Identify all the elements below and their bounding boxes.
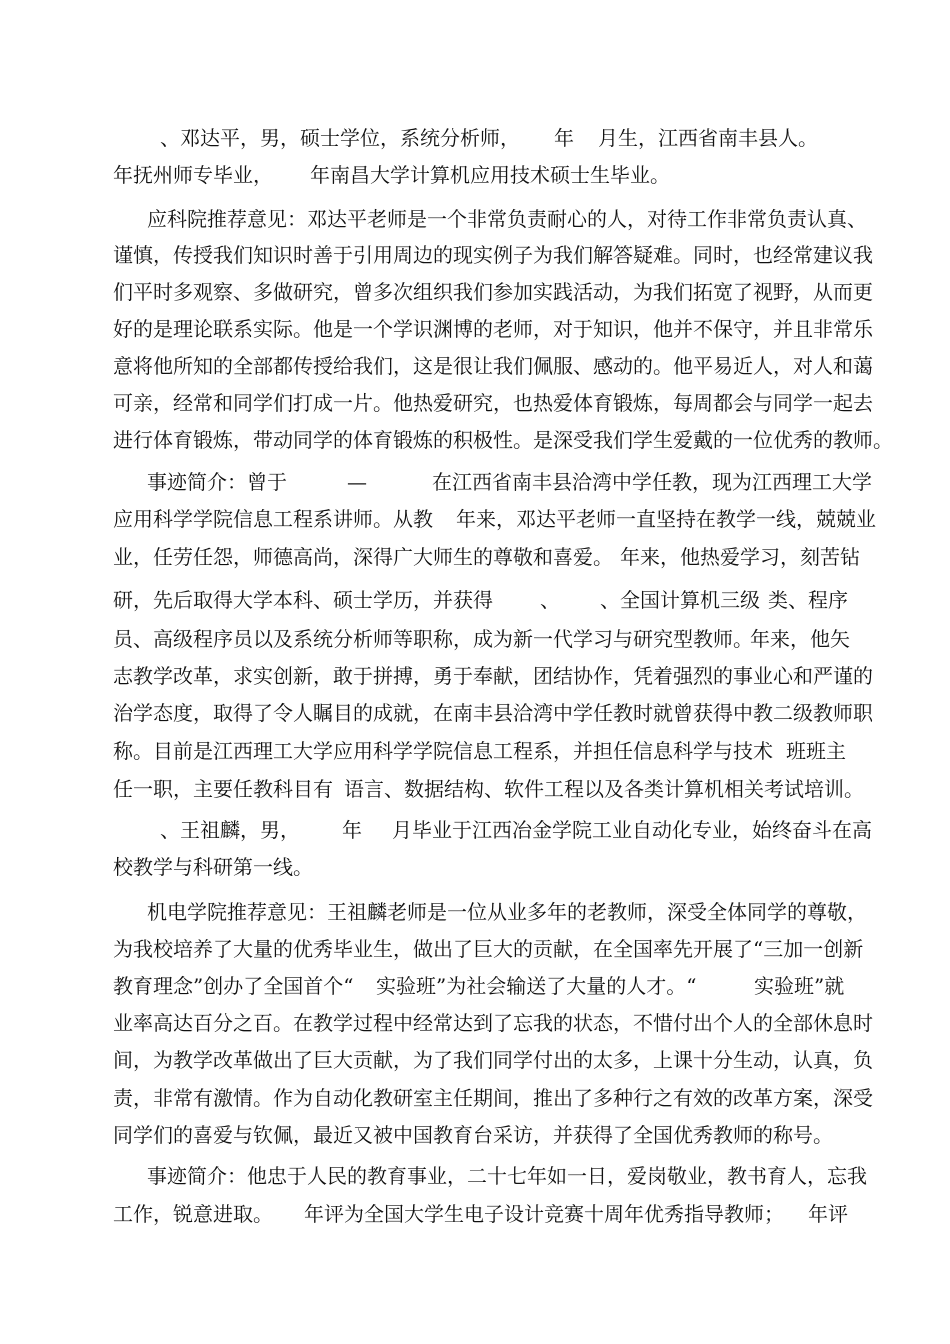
text-segment: 责，非常有激情。作为自动化教研室主任期间，推出了多种行之有效的改革方案，深受 [113, 1086, 873, 1110]
paragraph-6-line-2 [0, 1195, 950, 1233]
paragraph-3-line-3 [0, 538, 950, 576]
text-segment: 、王祖麟，男， [160, 818, 300, 842]
text-segment: 事迹简介：他忠于人民的教育事业，二十七年如一日，爱岗敬业，教书育人，忘我 [147, 1164, 867, 1188]
text-segment: 谨慎，传授我们知识时善于引用周边的现实例子为我们解答疑难。同时，也经常建议我 [113, 243, 873, 267]
text-segment: 年 [342, 818, 362, 842]
paragraph-3-line-1 [0, 463, 950, 501]
text-segment: 为我校培养了大量的优秀毕业生，做出了巨大的贡献，在全国率先开展了“三加一创新 [113, 937, 864, 961]
text-segment: 年 [554, 126, 574, 150]
text-segment: 研，先后取得大学本科、硕士学历，并获得 [113, 588, 493, 612]
paragraph-5-line-5 [0, 1041, 950, 1079]
text-segment: 、邓达平，男，硕士学位，系统分析师， [160, 126, 520, 150]
text-segment: 治学态度，取得了令人瞩目的成就，在南丰县洽湾中学任教时就曾获得中教二级教师职 [113, 701, 873, 725]
text-segment: 应科院推荐意见：邓达平老师是一个非常负责耐心的人，对待工作非常负责认真、 [147, 207, 867, 231]
text-segment: 班班主 [786, 739, 846, 763]
text-segment: 月生，江西省南丰县人。 [598, 126, 818, 150]
text-segment: 实验班”就 [754, 974, 845, 998]
text-segment: 同学们的喜爱与钦佩，最近又被中国教育台采访，并获得了全国优秀教师的称号。 [113, 1123, 833, 1147]
paragraph-2-line-5 [0, 347, 950, 385]
paragraph-5-line-2 [0, 930, 950, 968]
text-segment: 年评 [808, 1202, 848, 1226]
text-segment: 们平时多观察、多做研究，曾多次组织我们参加实践活动，为我们拓宽了视野，从而更 [113, 280, 873, 304]
text-segment: — [347, 470, 367, 494]
paragraph-3-line-8 [0, 732, 950, 770]
text-segment: 月毕业于江西冶金学院工业自动化专业，始终奋斗在高 [392, 818, 872, 842]
paragraph-5-line-6 [0, 1079, 950, 1117]
text-segment: 在江西省南丰县洽湾中学任教，现为江西理工大学 [432, 470, 872, 494]
text-segment: 年来，他热爱学习，刻苦钻 [620, 545, 860, 569]
paragraph-6-line-1 [0, 1157, 950, 1195]
paragraph-1-line-2 [0, 156, 950, 194]
text-segment: 实验班”为社会输送了大量的人才。“ [376, 974, 697, 998]
text-segment: 应用科学学院信息工程系讲师。从教 [113, 507, 433, 531]
paragraph-2-line-2 [0, 236, 950, 274]
text-segment: 语言、数据结构、软件工程以及各类计算机相关考试培训。 [344, 777, 864, 801]
text-segment: 可亲，经常和同学们打成一片。他热爱研究，也热爱体育锻炼，每周都会与同学一起去 [113, 391, 873, 415]
text-segment: 员、高级程序员以及系统分析师等职称，成为新一代学习与研究型教师。 [113, 627, 753, 651]
paragraph-5-line-4 [0, 1004, 950, 1042]
paragraph-5-line-7 [0, 1116, 950, 1154]
paragraph-1-line-1 [0, 119, 950, 157]
text-segment: 年来，邓达平老师一直坚持在教学一线，兢兢业 [456, 507, 876, 531]
paragraph-3-line-7 [0, 694, 950, 732]
paragraph-3-line-4 [0, 581, 950, 619]
text-segment: 业，任劳任怨，师德高尚，深得广大师生的尊敬和喜爱。 [113, 545, 613, 569]
text-segment: 年评为全国大学生电子设计竞赛十周年优秀指导教师； [304, 1202, 784, 1226]
text-segment: 意将他所知的全部都传授给我们，这是很让我们佩服、感动的。他平易近人，对人和蔼 [113, 354, 873, 378]
text-segment: 任一职，主要任教科目有 [113, 777, 333, 801]
text-segment: 业率高达百分之百。在教学过程中经常达到了忘我的状态，不惜付出个人的全部休息时 [113, 1011, 873, 1035]
paragraph-2-line-6 [0, 384, 950, 422]
paragraph-3-line-6 [0, 657, 950, 695]
text-segment: 称。目前是江西理工大学应用科学学院信息工程系，并担任信息科学与技术 [113, 739, 773, 763]
text-segment: 年来，他矢 [750, 627, 850, 651]
paragraph-4-line-2 [0, 848, 950, 886]
text-segment: 、 [540, 588, 560, 612]
paragraph-3-line-9 [0, 770, 950, 808]
text-segment: 事迹简介：曾于 [147, 470, 287, 494]
paragraph-2-line-3 [0, 273, 950, 311]
paragraph-5-line-3 [0, 967, 950, 1005]
paragraph-4-line-1 [0, 811, 950, 849]
text-segment: 机电学院推荐意见：王祖麟老师是一位从业多年的老教师，深受全体同学的尊敬， [147, 900, 867, 924]
text-segment: 校教学与科研第一线。 [113, 855, 313, 879]
text-segment: 教育理念”创办了全国首个“ [113, 974, 354, 998]
paragraph-5-line-1 [0, 893, 950, 931]
text-segment: 年南昌大学计算机应用技术硕士生毕业。 [310, 163, 670, 187]
paragraph-2-line-7 [0, 421, 950, 459]
text-segment: 类、程序 [768, 588, 848, 612]
text-segment: 好的是理论联系实际。他是一个学识渊博的老师，对于知识，他并不保守，并且非常乐 [113, 317, 873, 341]
text-segment: 工作，锐意进取。 [113, 1202, 273, 1226]
paragraph-3-line-2 [0, 500, 950, 538]
text-segment: 年抚州师专毕业， [113, 163, 273, 187]
text-segment: 志教学改革，求实创新，敢于拼搏，勇于奉献，团结协作，凭着强烈的事业心和严谨的 [113, 664, 873, 688]
text-segment: 、全国计算机三级 [600, 588, 760, 612]
text-segment: 间，为教学改革做出了巨大贡献，为了我们同学付出的太多，上课十分生动，认真，负 [113, 1048, 873, 1072]
paragraph-2-line-1 [0, 200, 950, 238]
paragraph-3-line-5 [0, 620, 950, 658]
paragraph-2-line-4 [0, 310, 950, 348]
text-segment: 进行体育锻炼，带动同学的体育锻炼的积极性。是深受我们学生爱戴的一位优秀的教师。 [113, 428, 893, 452]
